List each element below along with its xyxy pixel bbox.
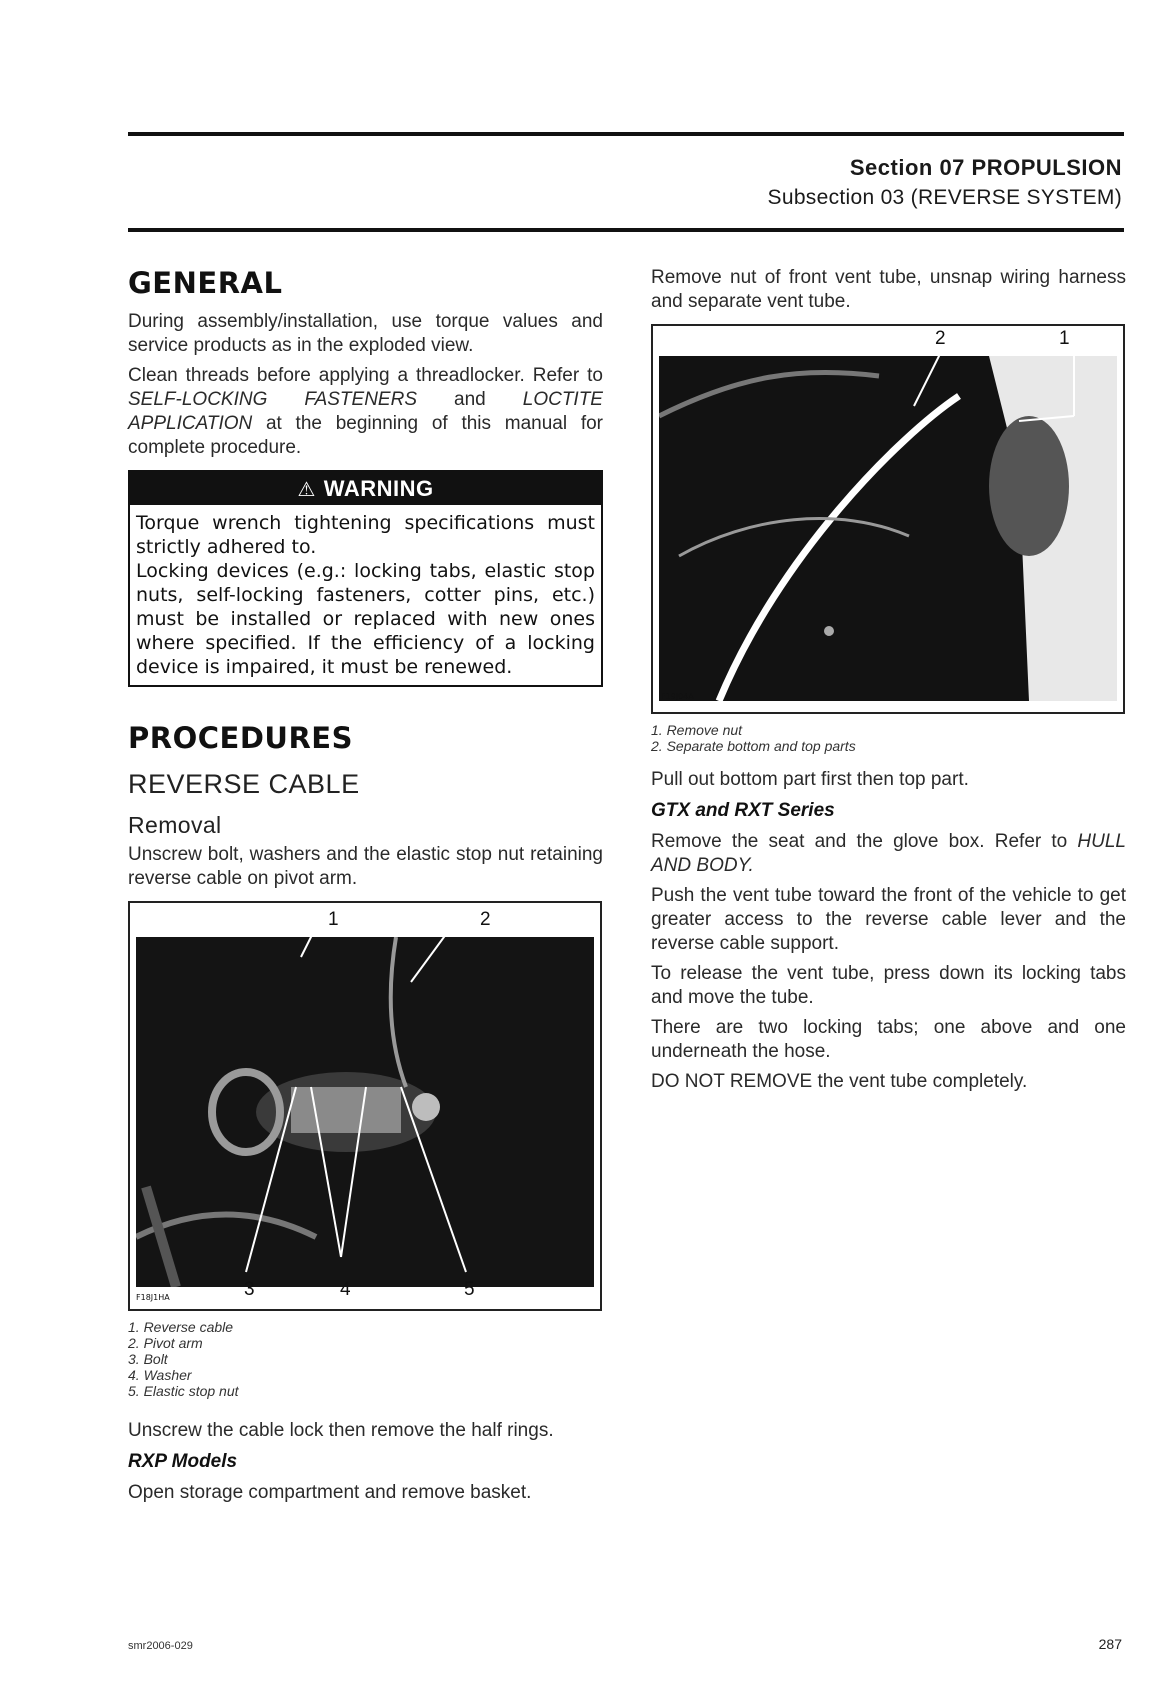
warning-paragraph-1: Torque wrench tightening specifications must strictly adhered to.: [136, 512, 595, 558]
callout-4: 4: [340, 1279, 351, 1300]
rxp-paragraph: Open storage compartment and remove basket.: [128, 1482, 532, 1503]
do-not-remove-paragraph: DO NOT REMOVE the vent tube completely.: [651, 1071, 1028, 1092]
left-column: [128, 266, 603, 1505]
callout-2: 2: [935, 328, 946, 349]
footer-page-number: 287: [1098, 1636, 1122, 1652]
general-paragraph-1: During assembly/installation, use torque values and service products as in the exploded view.: [128, 311, 603, 356]
subsection-title: Subsection 03 (REVERSE SYSTEM): [767, 186, 1122, 209]
caption-2: 2. Pivot arm: [128, 1335, 203, 1351]
header-top-rule: [128, 132, 1124, 136]
push-vent-tube-paragraph: Push the vent tube toward the front of the vehicle to get greater access to the reverse cable lever and the reverse cable support.: [651, 885, 1126, 954]
callout-1: 1: [1059, 328, 1070, 349]
removal-heading: Removal: [128, 812, 222, 838]
footer-doc-code: smr2006-029: [128, 1640, 193, 1652]
right-column: [651, 266, 1126, 1094]
pull-out-paragraph: Pull out bottom part first then top part.: [651, 769, 969, 790]
half-rings-paragraph: Unscrew the cable lock then remove the half rings.: [128, 1420, 554, 1441]
warning-title: WARNING: [323, 476, 434, 501]
figure-code: F19J04A: [661, 692, 694, 701]
warning-triangle-icon: ⚠: [297, 479, 316, 501]
callout-2: 2: [480, 909, 491, 930]
warning-header: [130, 472, 601, 505]
figure1-captions: [128, 1319, 603, 1399]
reverse-cable-heading: REVERSE CABLE: [128, 769, 360, 799]
caption-3: 3. Bolt: [128, 1351, 168, 1367]
caption-1: 1. Remove nut: [651, 722, 743, 738]
removal-paragraph: Unscrew bolt, washers and the elastic stop nut retaining reverse cable on pivot arm.: [128, 844, 603, 889]
figure-reverse-cable: [128, 901, 602, 1311]
caption-5: 5. Elastic stop nut: [128, 1383, 239, 1399]
section-title: Section 07 PROPULSION: [849, 155, 1122, 180]
figure-vent-tube: [651, 324, 1125, 714]
callout-5: 5: [464, 1279, 475, 1300]
callout-1: 1: [328, 909, 339, 930]
caption-1: 1. Reverse cable: [128, 1319, 234, 1335]
general-paragraph-2: Clean threads before applying a threadlocker. Refer to SELF-LOCKING FASTENERS and LOCTITE APPLICATION at the beginning of this manual for complete procedure.: [128, 365, 603, 458]
callout-3: 3: [244, 1279, 255, 1300]
warning-paragraph-2: Locking devices (e.g.: locking tabs, elastic stop nuts, self-locking fasteners, cotter pins, etc.) must be installed or replaced with new ones where specified. If the efficiency of a locking device is impaired, it must be renewed.: [136, 560, 595, 678]
procedures-heading: PROCEDURES: [128, 721, 353, 755]
general-heading: GENERAL: [128, 266, 283, 300]
rxp-heading: RXP Models: [128, 1451, 238, 1472]
vent-tube-photo: [659, 356, 1117, 701]
gtx-rxt-heading: GTX and RXT Series: [651, 800, 835, 821]
figure2-captions: [651, 722, 1126, 754]
vent-tube-paragraph: Remove nut of front vent tube, unsnap wiring harness and separate vent tube.: [651, 267, 1126, 312]
seat-glove-box-paragraph: Remove the seat and the glove box. Refer to HULL AND BODY.: [651, 831, 1126, 876]
locking-tabs-paragraph: There are two locking tabs; one above and one underneath the hose.: [651, 1017, 1126, 1062]
warning-box: [128, 470, 603, 687]
figure-code: F18J1HA: [136, 1293, 170, 1302]
release-vent-tube-paragraph: To release the vent tube, press down its locking tabs and move the tube.: [651, 963, 1126, 1008]
header-bottom-rule: [128, 228, 1124, 232]
caption-2: 2. Separate bottom and top parts: [651, 738, 856, 754]
caption-4: 4. Washer: [128, 1367, 192, 1383]
reverse-cable-photo: [136, 937, 594, 1287]
